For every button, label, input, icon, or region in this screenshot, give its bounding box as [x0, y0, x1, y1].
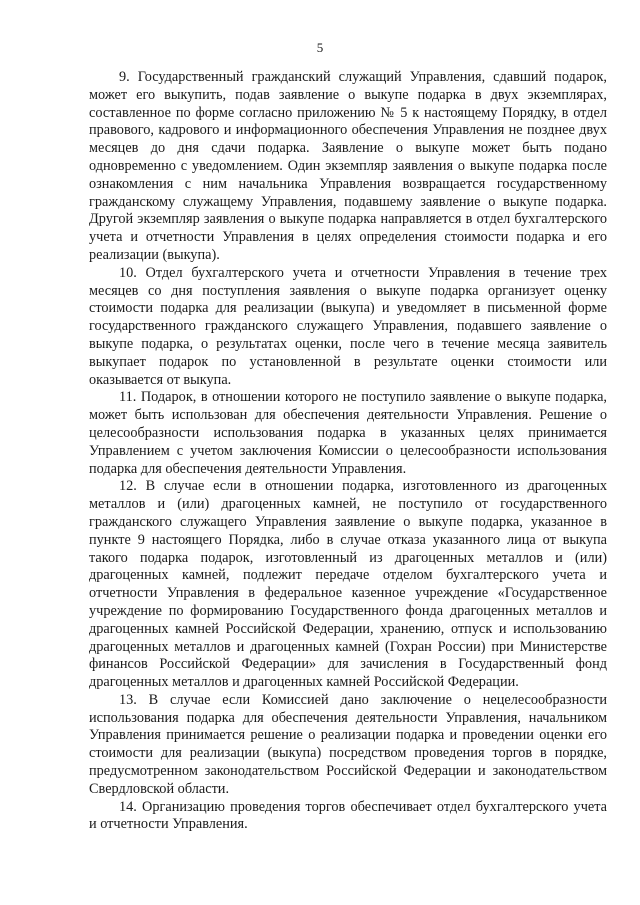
- paragraph-12: 12. В случае если в отношении подарка, изготовленного из драгоценных металлов и (или) драгоценных камней, не поступило от государственного гражданского служащего Управления заявление о выкупе подарка, указанное в пункте 9 настоящего Порядка, либо в случае отказа указанного лица от выкупа такого подарка подарок, изготовленный из драгоценных металлов и (или) драгоценных камней, подлежит передаче отделом бухгалтерского учета и отчетности Управления в федеральное казенное учреждение «Государственное учреждение по формированию Государственного фонда драгоценных металлов и драгоценных камней Российской Федерации, хранению, отпуск и использованию драгоценных металлов и драгоценных камней (Гохран России) при Министерстве финансов Российской Федерации» для зачисления в Государственный фонд драгоценных металлов и драгоценных камней Российской Федерации.: [89, 478, 607, 691]
- document-body: [89, 69, 607, 834]
- paragraph-10: 10. Отдел бухгалтерского учета и отчетности Управления в течение трех месяцев со дня поступления заявления о выкупе подарка организует оценку стоимости подарка для реализации (выкупа) и уведомляет в письменной форме государственного гражданского служащего Управления, подавшего заявление о выкупе подарка, о результатах оценки, после чего в течение месяца заявитель выкупает подарок по установленной в результате оценки стоимости или оказывается от выкупа.: [89, 264, 607, 388]
- paragraph-14: 14. Организацию проведения торгов обеспечивает отдел бухгалтерского учета и отчетности Управления.: [89, 798, 607, 833]
- page-number: 5: [316, 40, 324, 55]
- paragraph-13: 13. В случае если Комиссией дано заключение о нецелесообразности использования подарка для обеспечения деятельности Управления, начальником Управления принимается решение о реализации подарка и проведении оценки его стоимости для реализации (выкупа) посредством проведения торгов в порядке, предусмотренном законодательством Российской Федерации и законодательством Свердловской области.: [89, 691, 607, 797]
- paragraph-11: 11. Подарок, в отношении которого не поступило заявление о выкупе подарка, может быть использован для обеспечения деятельности Управления. Решение о целесообразности использования подарка в указанных целях принимается Управлением с учетом заключения Комиссии о целесообразности использования подарка для обеспечения деятельности Управления.: [89, 389, 607, 477]
- paragraph-9: 9. Государственный гражданский служащий Управления, сдавший подарок, может его выкупить, подав заявление о выкупе подарка в двух экземплярах, составленное по форме согласно приложению № 5 к настоящему Порядку, в отдел правового, кадрового и информационного обеспечения Управления не позднее двух месяцев до дня сдачи подарка. Заявление о выкупе может быть подано одновременно с уведомлением. Один экземпляр заявления о выкупе подарка после ознакомления с ним начальника Управления возвращается государственному гражданскому служащему Управления, подавшему заявление о выкупе подарка. Другой экземпляр заявления о выкупе подарка направляется в отдел бухгалтерского учета и отчетности Управления в целях определения стоимости подарка и его реализации (выкупа).: [89, 69, 607, 263]
